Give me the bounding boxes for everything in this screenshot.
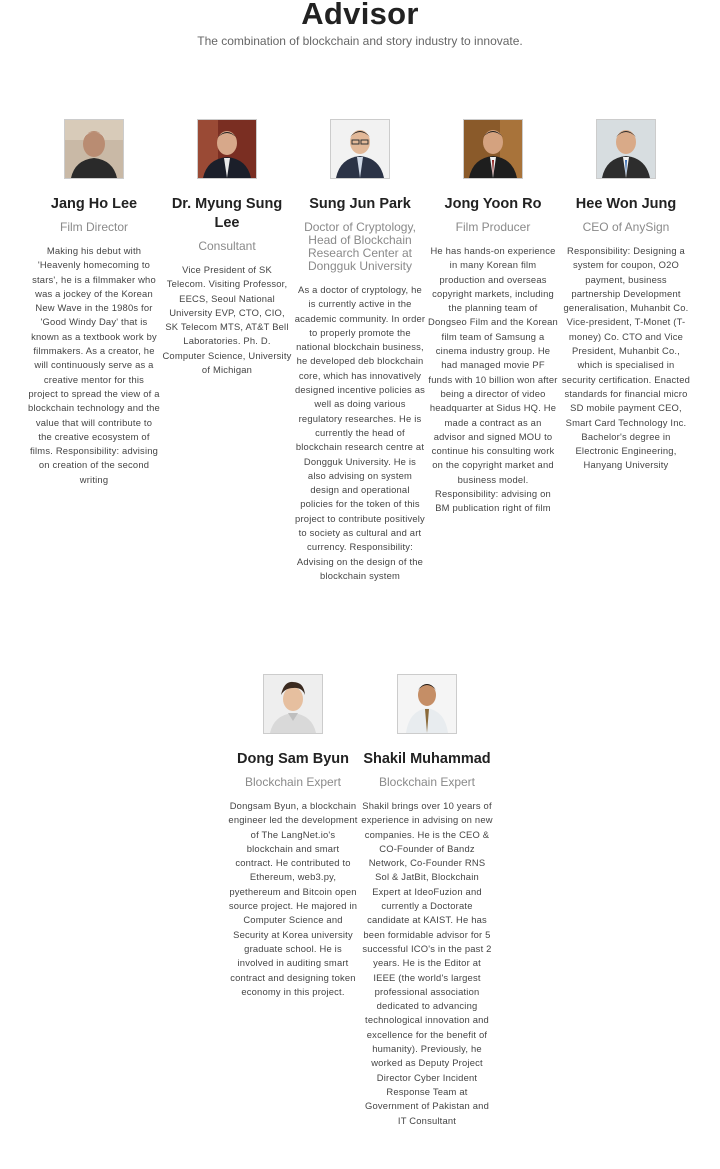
advisor-photo (64, 119, 124, 179)
advisor-photo (330, 119, 390, 179)
advisor-name: Hee Won Jung (575, 196, 677, 212)
advisor-photo (197, 119, 257, 179)
advisor-bio: As a doctor of cryptology, he is currently active in the academic community. In order to properly promote the national blockchain business, he developed deb blockchain core, which has innovatively designed incentive policies as well as doing various regulatory researches. He is currently the head of blockchain research centre at Dongguk University. He is also advising on system design and operational policies for the token of this project to contribute positively to society as cultural and art currency. Responsibility: Advising on the design of the blockchain system (294, 284, 426, 581)
section-subtitle: The combination of blockchain and story industry to innovate. (197, 34, 523, 48)
advisor-card-jong-yoon-ro (428, 119, 558, 516)
advisor-bio: Making his debut with 'Heavenly homecoming to stars', he is a filmmaker who was a jockey of the Korean New Wave in the 1980s for 'Good Windy Day' that is known as a textbook work by filmmakers. As a creator, he will continuously serve as a creative mentor for this project to spread the view of a blockchain technology and the value that will contribute to the creative ecosystem of films. Responsibility: advising on creation of the second writing (28, 245, 160, 485)
advisor-card-jang-ho-lee (28, 119, 160, 487)
advisor-name: Jang Ho Lee (50, 196, 138, 212)
advisor-card-dong-sam-byun (227, 674, 359, 999)
advisor-photo (263, 674, 323, 734)
advisor-role: Consultant (198, 239, 256, 253)
advisor-name: Dr. Myung Sung Lee (171, 196, 283, 231)
advisor-name: Sung Jun Park (309, 196, 411, 212)
advisor-name: Shakil Muhammad (363, 751, 491, 767)
advisor-name: Dong Sam Byun (237, 751, 349, 767)
advisor-photo (397, 674, 457, 734)
advisor-role: CEO of AnySign (582, 220, 670, 234)
advisor-name: Jong Yoon Ro (444, 196, 542, 212)
advisor-role: Film Producer (455, 220, 531, 234)
advisor-bio: Shakil brings over 10 years of experience in advising on new companies. He is the CEO & CO-Founder of Bandz Network, Co-Founder RNS Sol & JatBit, Blockchain Expert at IdeoFuzion and currently a Doctorate candidate at KAIST. He has been formidable advisor for 5 successful ICO's in the past 2 years. He is the Editor at IEEE (the world's largest professional association dedicated to advancing technological innovation and excellence for the benefit of humanity). Previously, he worked as Deputy Project Director Cyber Incident Response Team at Government of Pakistan and IT Consultant (361, 800, 493, 1126)
advisor-role: Film Director (60, 220, 128, 234)
advisor-card-shakil-muhammad (361, 674, 493, 1128)
advisor-role: Blockchain Expert (244, 775, 342, 789)
advisor-bio: Vice President of SK Telecom. Visiting Professor, EECS, Seoul National University EVP, CTO, CIO, SK Telecom MTS, AT&T Bell Laboratories. Ph. D. Computer Science, University of Michigan (162, 264, 292, 376)
advisor-bio: He has hands-on experience in many Korean film production and overseas copyright markets, including the planning team of Dongseo Film and the Korean film team of Samsung a cinema industry group. He had managed movie PF funds with 10 billion won after being a director of video headquarter at Sidus HQ. He made a contract as an advisor and signed MOU to continue his consulting work on the copyright market and business model. Responsibility: advising on BM publication right of film (428, 245, 558, 514)
advisor-role: Doctor of Cryptology, Head of Blockchain Research Center at Dongguk University (304, 220, 416, 273)
advisor-photo (463, 119, 523, 179)
advisor-card-hee-won-jung (560, 119, 692, 473)
advisor-role: Blockchain Expert (378, 775, 476, 789)
section-title: Advisor (301, 0, 419, 31)
advisor-photo (596, 119, 656, 179)
advisor-bio: Responsibility: Designing a system for coupon, O2O payment, business partnership Development generalisation, Muhanbit Co. Vice-president, T-Monet (T-money) Co. CTO and Vice President, Muhanbit Co., which is specialised in security certification. Enacted standards for financial micro SD mobile payment CEO, Smart Card Technology Inc. Bachelor's degree in Electronic Engineering, Hanyang University (561, 245, 691, 471)
advisor-bio: Dongsam Byun, a blockchain engineer led the development of The LangNet.io's blockchain and smart contract. He contributed to Ethereum, web3.py, pyethereum and Bitcoin open source project. He majored in Computer Science and Security at Korea university graduate school. He is involved in auditing smart contract and designing token economy in this project. (228, 800, 358, 997)
advisor-card-myung-sung-lee (162, 119, 292, 377)
advisor-card-sung-jun-park (294, 119, 426, 583)
